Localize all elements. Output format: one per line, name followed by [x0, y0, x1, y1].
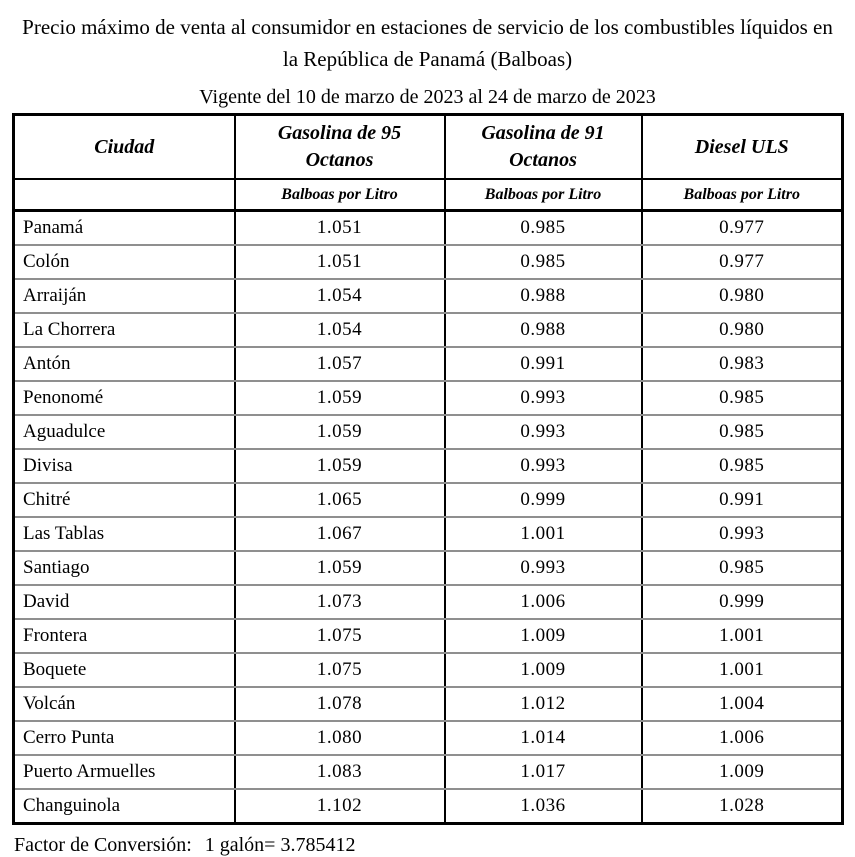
price-cell-g95: 1.057 [235, 347, 445, 381]
city-cell: Panamá [14, 211, 235, 246]
city-cell: Aguadulce [14, 415, 235, 449]
price-cell-diesel: 0.980 [642, 279, 843, 313]
price-cell-g91: 0.985 [445, 211, 642, 246]
city-cell: Chitré [14, 483, 235, 517]
city-cell: La Chorrera [14, 313, 235, 347]
city-cell: Cerro Punta [14, 721, 235, 755]
table-row [14, 347, 843, 381]
city-cell: Penonomé [14, 381, 235, 415]
document-page [0, 12, 855, 856]
price-cell-diesel: 1.006 [642, 721, 843, 755]
price-cell-g95: 1.059 [235, 381, 445, 415]
city-cell: Changuinola [14, 789, 235, 824]
conversion-factor-note [14, 834, 855, 857]
price-cell-g95: 1.080 [235, 721, 445, 755]
price-cell-g95: 1.083 [235, 755, 445, 789]
city-cell: Santiago [14, 551, 235, 585]
price-cell-diesel: 0.985 [642, 381, 843, 415]
table-row [14, 653, 843, 687]
table-row [14, 789, 843, 824]
table-row [14, 279, 843, 313]
unit-cell-empty [14, 179, 235, 211]
price-cell-g91: 0.999 [445, 483, 642, 517]
price-cell-g91: 0.993 [445, 449, 642, 483]
city-cell: Arraiján [14, 279, 235, 313]
city-cell: Divisa [14, 449, 235, 483]
price-cell-diesel: 0.985 [642, 415, 843, 449]
price-cell-diesel: 1.009 [642, 755, 843, 789]
table-row [14, 551, 843, 585]
column-header-diesel: Diesel ULS [642, 115, 843, 180]
price-cell-g91: 1.006 [445, 585, 642, 619]
price-cell-g95: 1.075 [235, 619, 445, 653]
city-cell: Puerto Armuelles [14, 755, 235, 789]
column-header-g91: Gasolina de 91 Octanos [445, 115, 642, 180]
conversion-factor-label: Factor de Conversión: [14, 834, 192, 856]
unit-cell-g91: Balboas por Litro [445, 179, 642, 211]
price-cell-g91: 1.012 [445, 687, 642, 721]
price-cell-diesel: 0.993 [642, 517, 843, 551]
price-cell-g91: 0.993 [445, 381, 642, 415]
table-row [14, 619, 843, 653]
table-row [14, 687, 843, 721]
table-row [14, 415, 843, 449]
table-row [14, 721, 843, 755]
price-cell-g95: 1.059 [235, 415, 445, 449]
price-cell-g91: 1.009 [445, 619, 642, 653]
price-cell-diesel: 0.999 [642, 585, 843, 619]
city-cell: Boquete [14, 653, 235, 687]
city-cell: Antón [14, 347, 235, 381]
table-header [14, 115, 843, 211]
table-row [14, 755, 843, 789]
price-cell-diesel: 0.985 [642, 551, 843, 585]
city-cell: Las Tablas [14, 517, 235, 551]
price-cell-diesel: 0.985 [642, 449, 843, 483]
table-row [14, 381, 843, 415]
table-row [14, 313, 843, 347]
price-cell-g91: 1.014 [445, 721, 642, 755]
price-cell-diesel: 0.977 [642, 211, 843, 246]
price-cell-g95: 1.075 [235, 653, 445, 687]
price-cell-g91: 0.985 [445, 245, 642, 279]
price-cell-diesel: 0.977 [642, 245, 843, 279]
price-cell-g91: 1.009 [445, 653, 642, 687]
price-cell-g91: 0.991 [445, 347, 642, 381]
price-cell-g91: 1.017 [445, 755, 642, 789]
price-cell-g95: 1.051 [235, 245, 445, 279]
price-cell-g95: 1.078 [235, 687, 445, 721]
price-cell-diesel: 0.983 [642, 347, 843, 381]
price-cell-g91: 1.036 [445, 789, 642, 824]
price-cell-diesel: 1.001 [642, 653, 843, 687]
price-cell-g95: 1.102 [235, 789, 445, 824]
price-cell-g91: 0.988 [445, 313, 642, 347]
price-cell-g95: 1.059 [235, 551, 445, 585]
price-cell-g95: 1.073 [235, 585, 445, 619]
price-cell-g95: 1.065 [235, 483, 445, 517]
table-row [14, 585, 843, 619]
price-cell-g91: 0.993 [445, 551, 642, 585]
header-row [14, 115, 843, 180]
price-cell-diesel: 1.001 [642, 619, 843, 653]
price-cell-g95: 1.054 [235, 313, 445, 347]
price-cell-g91: 0.988 [445, 279, 642, 313]
column-header-city: Ciudad [14, 115, 235, 180]
table-row [14, 449, 843, 483]
table-row [14, 245, 843, 279]
price-cell-diesel: 0.991 [642, 483, 843, 517]
price-cell-g95: 1.051 [235, 211, 445, 246]
price-cell-diesel: 1.004 [642, 687, 843, 721]
city-cell: Volcán [14, 687, 235, 721]
validity-period: Vigente del 10 de marzo de 2023 al 24 de marzo de 2023 [199, 86, 656, 108]
price-cell-g95: 1.059 [235, 449, 445, 483]
city-cell: Frontera [14, 619, 235, 653]
table-body [14, 211, 843, 824]
price-cell-g95: 1.054 [235, 279, 445, 313]
table-row [14, 483, 843, 517]
column-header-g95: Gasolina de 95 Octanos [235, 115, 445, 180]
price-cell-g91: 1.001 [445, 517, 642, 551]
city-cell: David [14, 585, 235, 619]
unit-row [14, 179, 843, 211]
city-cell: Colón [14, 245, 235, 279]
document-title: Precio máximo de venta al consumidor en estaciones de servicio de los combustibles líquidos en la República de Panamá (Balboas) [22, 15, 833, 71]
price-cell-g91: 0.993 [445, 415, 642, 449]
unit-cell-diesel: Balboas por Litro [642, 179, 843, 211]
price-cell-diesel: 0.980 [642, 313, 843, 347]
unit-cell-g95: Balboas por Litro [235, 179, 445, 211]
price-cell-diesel: 1.028 [642, 789, 843, 824]
conversion-factor-value: 1 galón= 3.785412 [204, 834, 356, 856]
table-row [14, 211, 843, 246]
fuel-price-table [12, 113, 844, 825]
price-cell-g95: 1.067 [235, 517, 445, 551]
table-row [14, 517, 843, 551]
